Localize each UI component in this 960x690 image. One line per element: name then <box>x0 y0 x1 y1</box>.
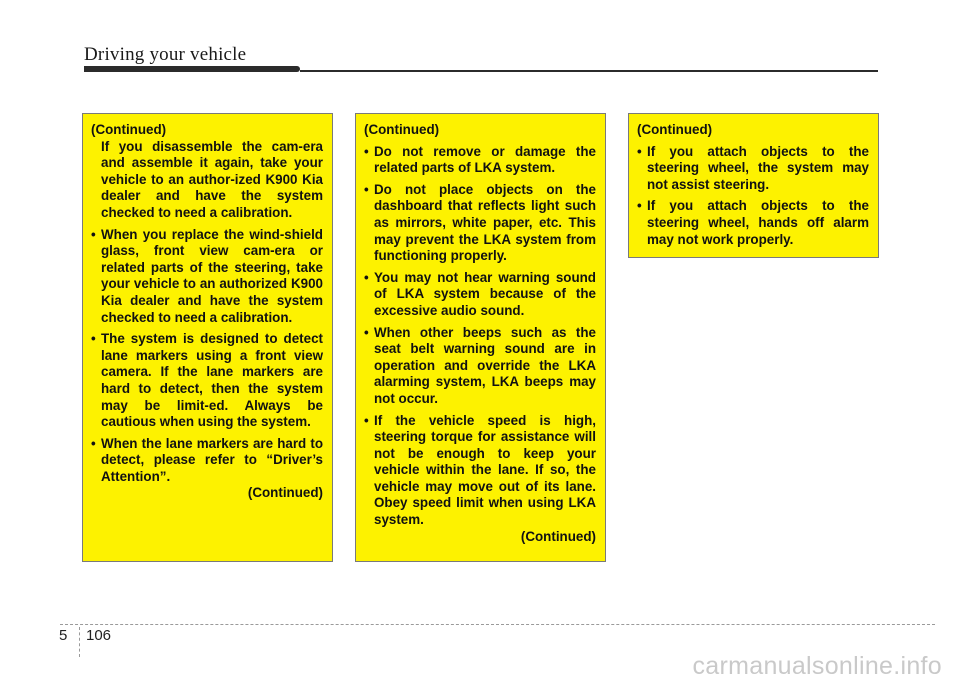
bullet-icon: • <box>91 226 96 242</box>
caution-item: • When you replace the wind-shield glass, front view cam-era or related parts of the steering, take your vehicle to an authorized K900 Kia dealer and have the system checked to need a calibration. <box>91 226 323 325</box>
header-rule-thick <box>84 66 300 72</box>
caution-item: • The system is designed to detect lane markers using a front view camera. If the lane markers are hard to detect, then the system may be limit-ed. Always be cautious when using the system. <box>91 331 323 430</box>
caution-item: • You may not hear warning sound of LKA system because of the excessive audio sound. <box>364 269 596 318</box>
caution-item: • If you attach objects to the steering wheel, hands off alarm may not work properly. <box>637 198 869 247</box>
bullet-icon: • <box>364 143 369 159</box>
caution-item: • When the lane markers are hard to detect, please refer to “Driver’s Attention”. <box>91 435 323 484</box>
caution-paragraph: If you disassemble the cam-era and assemble it again, take your vehicle to an author-ized K900 Kia dealer and have the system checked to need a calibration. <box>101 138 323 220</box>
page-number: 106 <box>86 627 112 644</box>
page-header-title: Driving your vehicle <box>84 44 247 65</box>
caution-list <box>91 227 323 486</box>
bullet-icon: • <box>364 269 369 285</box>
section-number: 5 <box>59 627 68 644</box>
bullet-icon: • <box>364 412 369 428</box>
caution-list <box>364 144 596 529</box>
bullet-icon: • <box>91 331 96 347</box>
footer-page-divider <box>79 627 80 657</box>
continued-label: (Continued) <box>91 122 167 137</box>
caution-box-2 <box>355 113 606 562</box>
caution-list <box>637 144 869 249</box>
caution-box-1 <box>82 113 333 562</box>
bullet-icon: • <box>637 198 642 214</box>
bullet-icon: • <box>364 181 369 197</box>
caution-box-3 <box>628 113 879 258</box>
bullet-icon: • <box>364 324 369 340</box>
footer-divider <box>60 624 935 625</box>
continued-label: (Continued) <box>637 122 713 137</box>
caution-item: • If you attach objects to the steering wheel, the system may not assist steering. <box>637 143 869 192</box>
continued-label: (Continued) <box>520 528 596 544</box>
caution-item: • When other beeps such as the seat belt warning sound are in operation and override the LKA alarming system, LKA beeps may not occur. <box>364 324 596 406</box>
bullet-icon: • <box>637 143 642 159</box>
bullet-icon: • <box>91 435 96 451</box>
caution-item: • If the vehicle speed is high, steering torque for assistance will not be enough to keep your vehicle within the lane. If so, the vehicle may move out of its lane. Obey speed limit when using LKA system. <box>364 412 596 528</box>
continued-label: (Continued) <box>364 122 440 137</box>
watermark-text: carmanualsonline.info <box>692 652 942 680</box>
continued-label: (Continued) <box>247 485 323 501</box>
caution-item: • Do not remove or damage the related parts of LKA system. <box>364 143 596 176</box>
caution-item: • Do not place objects on the dashboard that reflects light such as mirrors, white paper, etc. This may prevent the LKA system from functioning properly. <box>364 181 596 264</box>
header-rule-thin <box>300 70 878 72</box>
